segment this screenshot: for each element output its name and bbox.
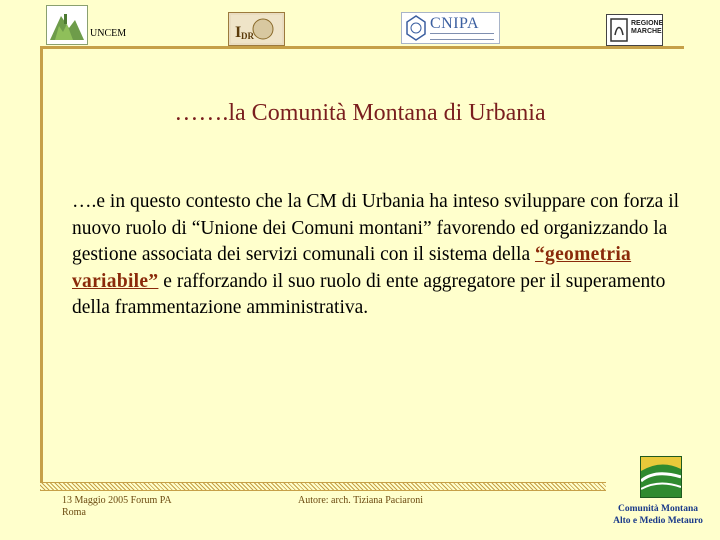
body-text-before: ….e in questo contesto che la CM di Urbania ha inteso sviluppare con forza il nuovo ruolo di “Unione dei Comuni montani” favorendo ed organizzando la gestione associata dei servizi comunali con il sistema della	[72, 191, 680, 265]
footer-org-line-1: Comunità Montana	[618, 504, 698, 514]
cnipa-wordmark: CNIPA	[430, 15, 480, 32]
svg-text:I: I	[235, 24, 242, 41]
regione-marche-logo	[606, 14, 663, 46]
slide-body	[72, 189, 684, 322]
italian-emblem-icon	[404, 14, 428, 42]
hills-river-icon	[641, 457, 681, 497]
marche-line-1: REGIONE	[631, 20, 664, 27]
bottom-rule	[40, 482, 606, 491]
footer-date-line-2: Roma	[62, 507, 86, 518]
regione-marche-text	[631, 20, 663, 36]
cnipa-subtitle-lines	[430, 33, 494, 40]
footer-date	[62, 495, 172, 519]
svg-text:DR: DR	[241, 31, 254, 41]
marche-line-2: MARCHE	[631, 28, 662, 35]
mountain-village-icon	[47, 6, 87, 44]
body-highlight: “geometria variabile”	[72, 244, 632, 292]
marche-emblem-icon	[609, 17, 629, 43]
comunita-montana-logo	[640, 456, 682, 498]
slide-title: …….la Comunità Montana di Urbania	[174, 100, 546, 126]
idr-emblem-icon	[229, 13, 284, 45]
footer-date-line-1: 13 Maggio 2005 Forum PA	[62, 495, 172, 506]
footer-author: Autore: arch. Tiziana Paciaroni	[298, 495, 423, 506]
footer-organization	[596, 503, 720, 527]
cnipa-logo	[401, 12, 500, 44]
uncem-logo	[46, 5, 88, 45]
idr-logo	[228, 12, 285, 46]
footer-org-line-2: Alto e Medio Metauro	[613, 516, 703, 526]
body-text-after: e rafforzando il suo ruolo di ente aggregatore per il superamento della frammentazione amministrativa.	[72, 270, 666, 318]
uncem-label: UNCEM	[90, 28, 127, 39]
top-rule	[40, 46, 684, 49]
